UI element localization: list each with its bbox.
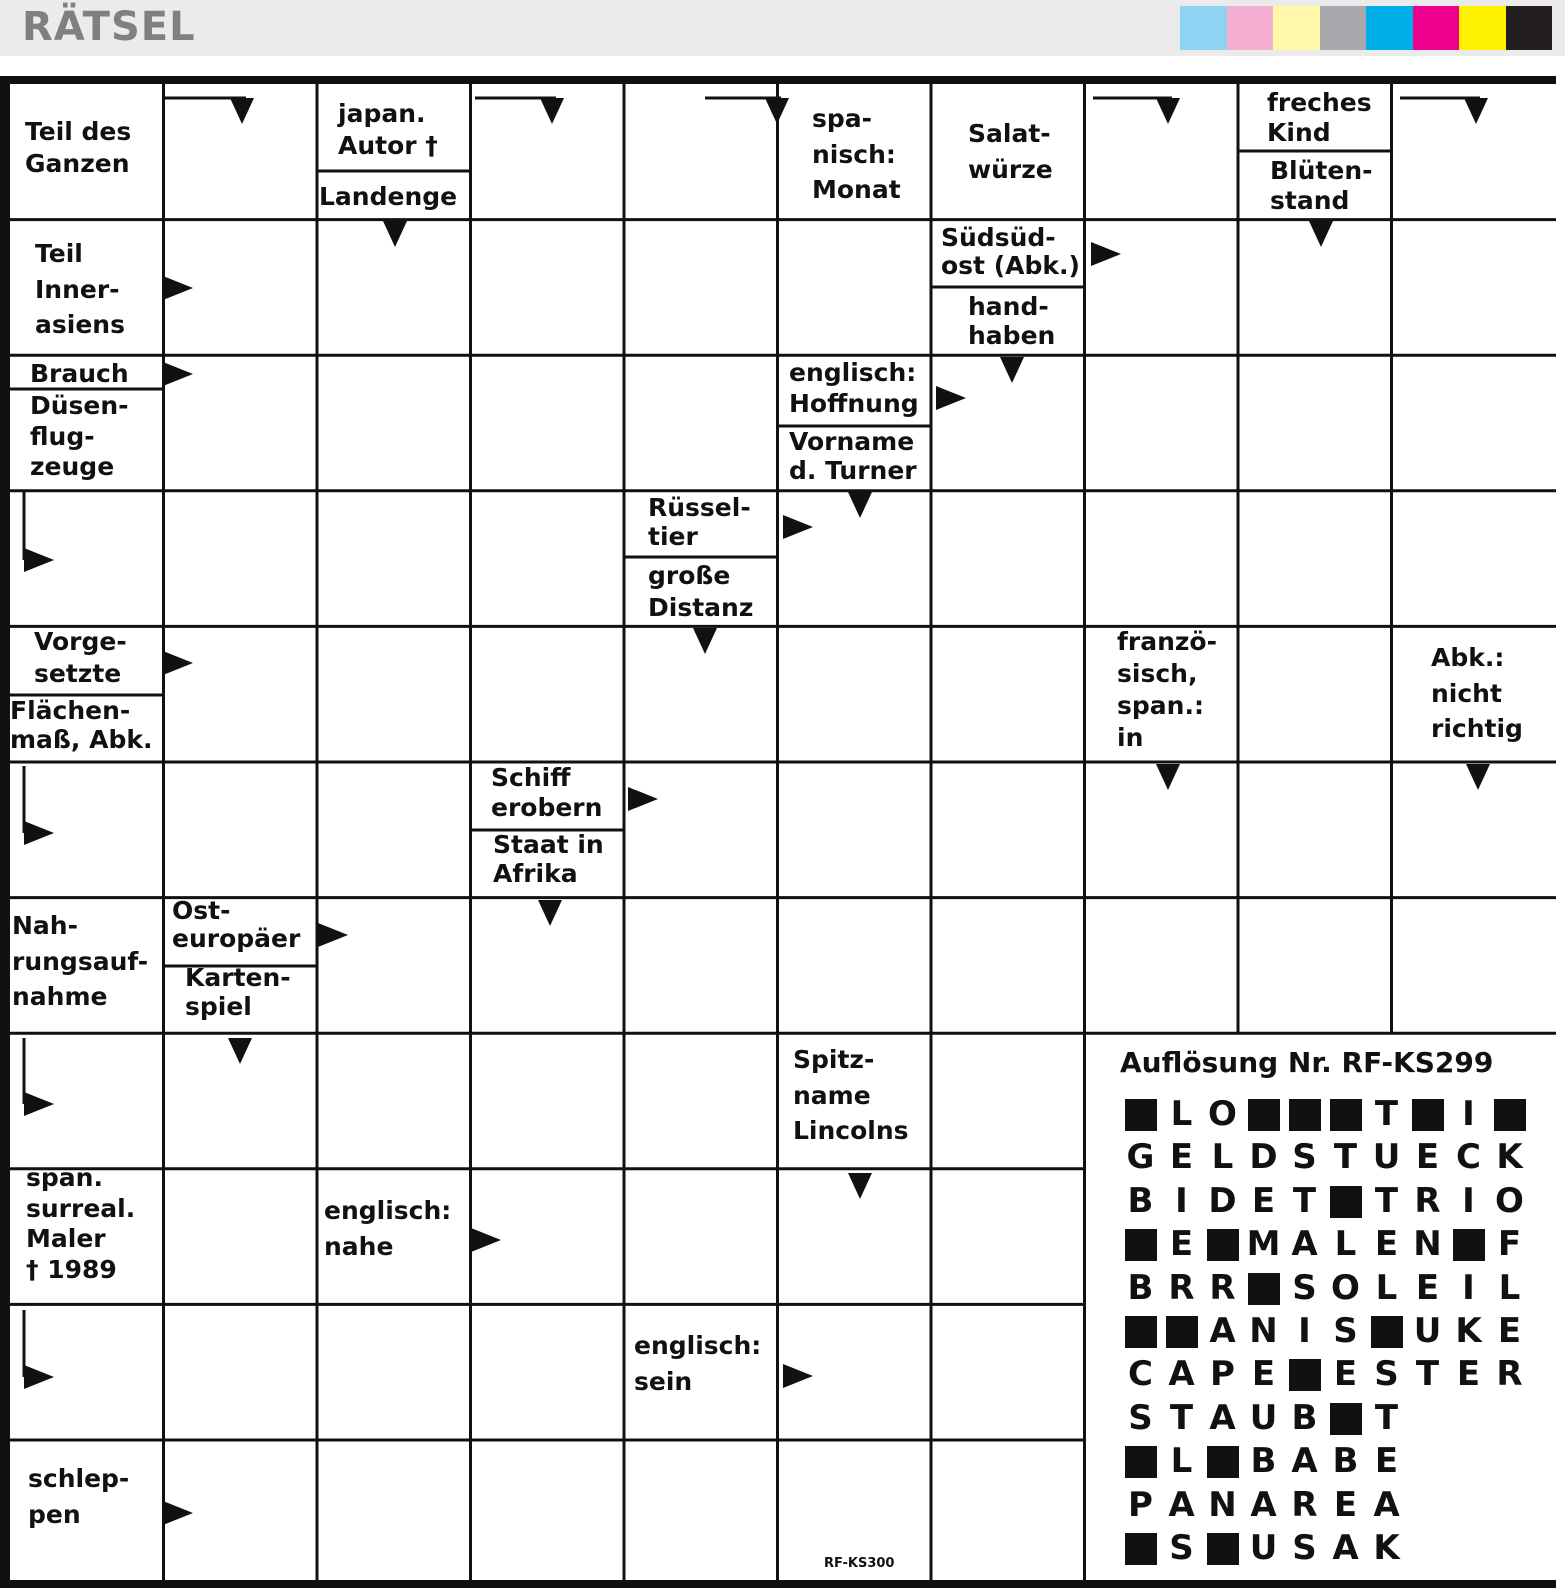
clue-cell: große Distanz — [648, 561, 754, 622]
clue-cell: Südsüd- ost (Abk.) — [941, 223, 1080, 280]
clue-cell: Brauch — [30, 359, 129, 388]
clue-cell: Blüten- stand — [1270, 156, 1373, 215]
solution-letter: E — [1169, 1224, 1194, 1265]
solution-black-square — [1325, 1093, 1366, 1136]
solution-letter: B — [1332, 1441, 1359, 1482]
solution-letter: A — [1168, 1354, 1195, 1395]
solution-letter: L — [1211, 1137, 1234, 1178]
solution-letter: L — [1375, 1267, 1398, 1308]
down-arrow-icon — [693, 628, 717, 654]
right-arrow-icon — [783, 515, 813, 539]
solution-letter: I — [1175, 1180, 1188, 1221]
right-arrow-icon — [163, 651, 193, 675]
solution-letter: T — [1374, 1094, 1399, 1134]
solution-letter: E — [1333, 1484, 1358, 1525]
solution-letter: I — [1462, 1180, 1475, 1221]
solution-letter: T — [1333, 1137, 1358, 1178]
solution-letter: O — [1208, 1094, 1237, 1134]
solution-letter: D — [1249, 1137, 1278, 1178]
solution-letter: S — [1333, 1310, 1358, 1351]
solution-letter: A — [1332, 1527, 1359, 1568]
solution-letter: N — [1208, 1484, 1237, 1525]
solution-letter: A — [1291, 1224, 1318, 1265]
solution-letter: A — [1250, 1484, 1277, 1525]
solution-letter: R — [1414, 1180, 1441, 1221]
solution-black-square — [1243, 1267, 1284, 1310]
clue-cell: hand- haben — [968, 292, 1056, 350]
right-arrow-icon — [936, 386, 966, 410]
clue-cell: Teil des Ganzen — [25, 117, 132, 178]
solution-row — [1120, 1353, 1540, 1396]
clue-cell: schlep- pen — [28, 1464, 130, 1529]
down-arrow-icon — [228, 1038, 252, 1064]
clue-cell: Abk.: nicht richtig — [1431, 643, 1523, 743]
solution-letter: T — [1169, 1397, 1194, 1438]
right-arrow-icon — [471, 1228, 501, 1252]
down-arrow-icon — [765, 98, 789, 124]
solution-black-square — [1325, 1397, 1366, 1440]
solution-row — [1120, 1484, 1540, 1527]
solution-letter: S — [1169, 1527, 1194, 1568]
solution-black-square — [1120, 1223, 1161, 1266]
solution-letter: E — [1374, 1441, 1399, 1482]
solution-letter: P — [1210, 1354, 1235, 1395]
down-arrow-icon — [540, 98, 564, 124]
clue-cell: Vorge- setzte — [34, 627, 127, 688]
solution-letter: K — [1455, 1310, 1482, 1351]
solution-letter: E — [1415, 1267, 1440, 1308]
solution-letter: A — [1168, 1484, 1195, 1525]
solution-row — [1120, 1397, 1540, 1440]
solution-letter: F — [1497, 1224, 1522, 1265]
down-arrow-icon — [538, 900, 562, 926]
solution-letter: U — [1372, 1137, 1401, 1178]
solution-letter: M — [1246, 1224, 1281, 1265]
solution-letter: T — [1374, 1180, 1399, 1221]
solution-black-square — [1202, 1527, 1243, 1570]
down-arrow-icon — [848, 1173, 872, 1199]
solution-letter: L — [1170, 1441, 1193, 1482]
solution-letter: B — [1127, 1267, 1154, 1308]
solution-letter: L — [1498, 1267, 1521, 1308]
solution-letter: P — [1128, 1484, 1153, 1525]
solution-letter: E — [1251, 1180, 1276, 1221]
solution-letter: U — [1249, 1397, 1278, 1438]
clue-cell: englisch: Hoffnung — [789, 358, 919, 418]
down-arrow-icon — [1156, 98, 1180, 124]
clue-cell: englisch: nahe — [324, 1196, 452, 1261]
solution-letter: T — [1292, 1180, 1317, 1221]
solution-black-square — [1243, 1093, 1284, 1136]
clue-cell: englisch: sein — [634, 1331, 762, 1396]
clue-cell: Staat in Afrika — [493, 830, 604, 888]
right-arrow-icon — [24, 1365, 54, 1389]
right-arrow-icon — [628, 787, 658, 811]
solution-letter: E — [1374, 1224, 1399, 1265]
solution-black-square — [1407, 1093, 1448, 1136]
solution-black-square — [1366, 1310, 1407, 1353]
solution-letter: E — [1251, 1354, 1276, 1395]
solution-letter: K — [1373, 1527, 1400, 1568]
down-arrow-icon — [383, 221, 407, 247]
solution-black-square — [1448, 1223, 1489, 1266]
solution-letter: L — [1170, 1094, 1193, 1134]
solution-row — [1120, 1136, 1540, 1179]
clue-cell: spa- nisch: Monat — [812, 104, 901, 204]
solution-black-square — [1489, 1093, 1530, 1136]
solution-letter: E — [1169, 1137, 1194, 1178]
solution-black-square — [1284, 1353, 1325, 1396]
clue-cell: franzö- sisch, span.: in — [1117, 627, 1217, 752]
clue-cell: freches Kind — [1267, 88, 1372, 147]
solution-black-square — [1161, 1310, 1202, 1353]
solution-letter: S — [1128, 1397, 1153, 1438]
solution-letter: B — [1250, 1441, 1277, 1482]
solution-letter: R — [1291, 1484, 1318, 1525]
clue-cell: Landenge — [319, 182, 458, 211]
solution-letter: S — [1374, 1354, 1399, 1395]
solution-row — [1120, 1267, 1540, 1310]
solution-letter: A — [1209, 1397, 1236, 1438]
solution-letter: L — [1334, 1224, 1357, 1265]
solution-letter: D — [1208, 1180, 1237, 1221]
solution-letter: S — [1292, 1267, 1317, 1308]
solution-letter: I — [1298, 1310, 1311, 1351]
down-arrow-icon — [1000, 357, 1024, 383]
clue-cell: Karten- spiel — [185, 963, 291, 1021]
solution-letter: O — [1331, 1267, 1360, 1308]
solution-black-square — [1325, 1180, 1366, 1223]
solution-letter: A — [1209, 1310, 1236, 1351]
solution-letter: S — [1292, 1527, 1317, 1568]
solution-letter: E — [1333, 1354, 1358, 1395]
solution-letter: G — [1126, 1137, 1155, 1178]
solution-letter: E — [1415, 1137, 1440, 1178]
solution-title: Auflösung Nr. RF-KS299 — [1120, 1046, 1494, 1079]
right-arrow-icon — [1091, 242, 1121, 266]
puzzle-code: RF-KS300 — [824, 1556, 895, 1571]
clue-cell: Spitz- name Lincolns — [793, 1045, 909, 1145]
solution-letter: A — [1373, 1484, 1400, 1525]
clue-cell: span. surreal. Maler † 1989 — [26, 1163, 136, 1284]
right-arrow-icon — [783, 1364, 813, 1388]
clue-cell: Teil Inner- asiens — [35, 239, 125, 339]
right-arrow-icon — [163, 276, 193, 300]
solution-grid — [1120, 1093, 1540, 1570]
solution-letter: R — [1168, 1267, 1195, 1308]
down-arrow-icon — [1309, 221, 1333, 247]
down-arrow-icon — [848, 492, 872, 518]
solution-letter: K — [1496, 1137, 1523, 1178]
clue-cell: Ost- europäer — [172, 896, 301, 953]
down-arrow-icon — [230, 98, 254, 124]
solution-black-square — [1120, 1440, 1161, 1483]
solution-letter: N — [1249, 1310, 1278, 1351]
solution-row — [1120, 1310, 1540, 1353]
down-arrow-icon — [1466, 764, 1490, 790]
solution-letter: E — [1497, 1310, 1522, 1351]
solution-row — [1120, 1180, 1540, 1223]
solution-letter: N — [1413, 1224, 1442, 1265]
clue-cell: Nah- rungsauf- nahme — [12, 911, 149, 1011]
solution-letter: T — [1374, 1397, 1399, 1438]
solution-letter: C — [1456, 1137, 1481, 1178]
clue-cell: Rüssel- tier — [648, 493, 751, 551]
down-arrow-icon — [1156, 764, 1180, 790]
solution-letter: A — [1291, 1441, 1318, 1482]
solution-letter: I — [1462, 1267, 1475, 1308]
solution-row — [1120, 1223, 1540, 1266]
clue-cell: Salat- würze — [968, 119, 1053, 184]
solution-letter: I — [1462, 1094, 1475, 1134]
solution-row — [1120, 1440, 1540, 1483]
solution-letter: U — [1249, 1527, 1278, 1568]
solution-letter: B — [1127, 1180, 1154, 1221]
solution-letter: T — [1415, 1354, 1440, 1395]
right-arrow-icon — [24, 1092, 54, 1116]
solution-black-square — [1120, 1093, 1161, 1136]
right-arrow-icon — [163, 1501, 193, 1525]
down-arrow-icon — [1464, 98, 1488, 124]
clue-cell: japan. Autor † — [338, 99, 438, 160]
clue-cell: Schiff erobern — [491, 763, 603, 822]
solution-black-square — [1120, 1527, 1161, 1570]
page-title: RÄTSEL — [22, 4, 196, 50]
right-arrow-icon — [318, 923, 348, 947]
right-arrow-icon — [163, 362, 193, 386]
solution-letter: O — [1495, 1180, 1524, 1221]
solution-letter: R — [1209, 1267, 1236, 1308]
solution-letter: C — [1128, 1354, 1153, 1395]
solution-black-square — [1202, 1223, 1243, 1266]
solution-letter: R — [1496, 1354, 1523, 1395]
clue-cell: Vorname d. Turner — [789, 427, 917, 485]
solution-letter: B — [1291, 1397, 1318, 1438]
solution-letter: S — [1292, 1137, 1317, 1178]
right-arrow-icon — [24, 821, 54, 845]
solution-row — [1120, 1093, 1540, 1136]
solution-black-square — [1202, 1440, 1243, 1483]
clue-cell: Düsen- flug- zeuge — [30, 391, 129, 481]
solution-black-square — [1284, 1093, 1325, 1136]
right-arrow-icon — [24, 548, 54, 572]
solution-letter: U — [1413, 1310, 1442, 1351]
solution-row — [1120, 1527, 1540, 1570]
clue-cell: Flächen- maß, Abk. — [10, 696, 153, 754]
solution-black-square — [1120, 1310, 1161, 1353]
solution-letter: E — [1456, 1354, 1481, 1395]
